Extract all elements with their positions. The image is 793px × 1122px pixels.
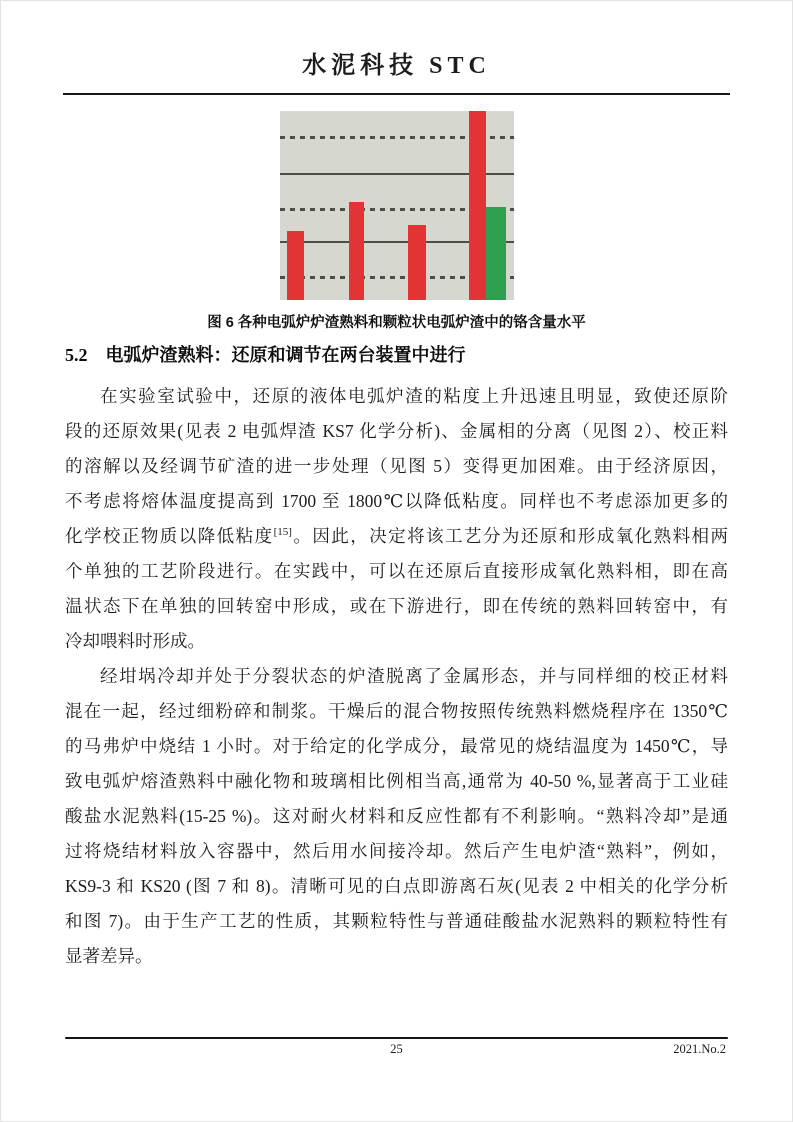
text-line: 的溶解以及经调节矿渣的进一步处理（见图 5）变得更加困难。由于经济原因， [65, 456, 728, 476]
text-line: 冷却喂料时形成。 [65, 631, 205, 651]
footer-rule [65, 1037, 728, 1039]
text-line: 个单独的工艺阶段进行。在实践中，可以在还原后直接形成氧化熟料相，即在高 [65, 561, 728, 581]
page-number: 25 [390, 1042, 403, 1056]
text-line: 显著差异。 [65, 946, 153, 966]
chart-bar-green [486, 207, 506, 300]
citation-reference: [15] [273, 526, 292, 539]
section-heading [65, 342, 728, 368]
text-line: 酸盐水泥熟料(15-25 %)。这对耐火材料和反应性都有不利影响。“熟料冷却”是通 [65, 806, 728, 826]
paragraph-1 [65, 379, 728, 659]
text-line: KS9-3 和 KS20 (图 7 和 8)。清晰可见的白点即游离石灰(见表 2 中相关的化学分析 [65, 876, 728, 896]
header-rule [63, 93, 730, 95]
text-line: 经坩埚冷却并处于分裂状态的炉渣脱离了金属形态，并与同样细的校正材料 [100, 666, 728, 686]
text-line: 过将烧结材料放入容器中，然后用水间接冷却。然后产生电炉渣“熟料”，例如， [65, 841, 728, 861]
text-line: 致电弧炉熔渣熟料中融化物和玻璃相比例相当高,通常为 40-50 %,显著高于工业硅 [65, 771, 728, 791]
text-line: 段的还原效果(见表 2 电弧焊渣 KS7 化学分析)、金属相的分离（见图 2）、校正料 [65, 421, 728, 441]
chart-bar-red [349, 202, 364, 300]
body-text [65, 379, 728, 974]
section-title: 电弧炉渣熟料：还原和调节在两台装置中进行 [105, 345, 466, 365]
chart-bar-red [287, 231, 304, 300]
paragraph-2 [65, 659, 728, 974]
issue-number: 2021.No.2 [673, 1042, 726, 1056]
page-header [1, 49, 792, 95]
text-line: 化学校正物质以降低粘度[15]。因此，决定将该工艺分为还原和形成氧化熟料相两 [65, 526, 729, 546]
figure-6 [1, 111, 792, 334]
figure-caption: 图 6 各种电弧炉炉渣熟料和颗粒状电弧炉渣中的铬含量水平 [207, 315, 586, 331]
journal-title: 水泥科技 STC [302, 53, 491, 79]
text-line: 混在一起，经过细粉碎和制浆。干燥后的混合物按照传统熟料燃烧程序在 1350℃ [65, 701, 728, 721]
figure-chart [280, 111, 514, 300]
page-footer [65, 1037, 728, 1067]
text-line: 不考虑将熔体温度提高到 1700 至 1800℃以降低粘度。同样也不考虑添加更多的 [65, 491, 728, 511]
chart-bar-red [408, 225, 426, 300]
text-line: 在实验室试验中，还原的液体电弧炉渣的粘度上升迅速且明显，致使还原阶 [100, 386, 728, 406]
chart-bar-red [469, 111, 486, 300]
text-line: 温状态下在单独的回转窑中形成，或在下游进行，即在传统的熟料回转窑中，有 [65, 596, 728, 616]
text-line: 的马弗炉中烧结 1 小时。对于给定的化学成分，最常见的烧结温度为 1450℃，导 [65, 736, 728, 756]
text-line: 和图 7)。由于生产工艺的性质，其颗粒特性与普通硅酸盐水泥熟料的颗粒特性有 [65, 911, 728, 931]
section-number: 5.2 [65, 345, 88, 365]
